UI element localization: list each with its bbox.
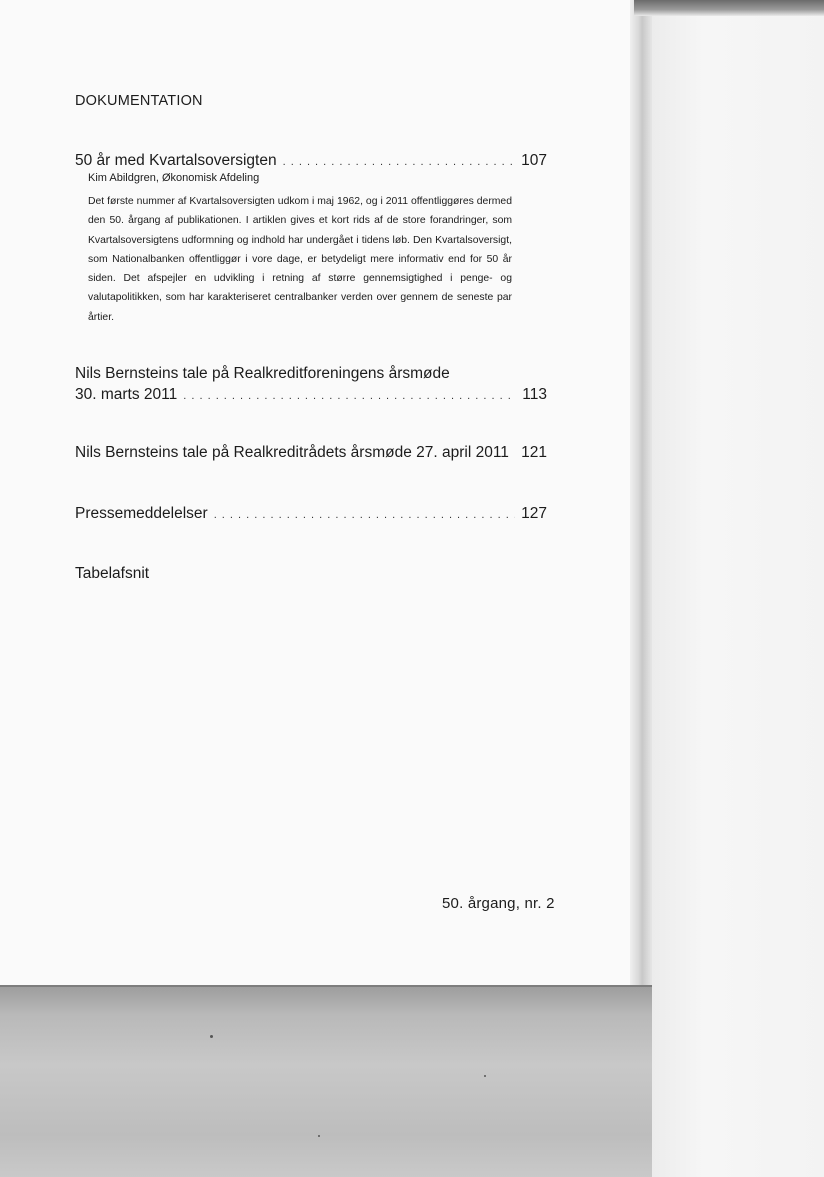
dot-leader [214, 509, 515, 521]
page-edge [630, 0, 652, 986]
toc-entry-title-line2: 30. marts 2011 [75, 386, 178, 403]
article-abstract: Det første nummer af Kvartalsoversigten udkom i maj 1962, og i 2011 offentliggøres dermed den 50. årgang af publikationen. I artiklen gives et kort rids af de store forandringer, som Kvartalsoversigtens udformning og indhold har undergået i tidens løb. Den Kvartalsoversigt, som Nationalbanken offentliggør i vore dage, er betydeligt mere informativ end for 50 år siden. Det afspejler en udvikling i retning af større gennemsigtighed i penge- og valutapolitikken, som har karakteriseret centralbanker verden over gennem de seneste par årtier. [88, 196, 512, 323]
issue-label: 50. årgang, nr. 2 [442, 895, 555, 912]
toc-entry-title-line1[interactable]: Nils Bernsteins tale på Realkreditforeningens årsmøde [75, 365, 450, 382]
dot-leader [183, 390, 515, 402]
dot-leader [283, 156, 515, 168]
scan-speck [210, 1035, 213, 1038]
scan-speck [484, 1075, 486, 1077]
toc-entry-realkreditforeningen[interactable] [75, 386, 547, 404]
scanner-background [652, 0, 824, 1177]
toc-entry-title: 50 år med Kvartalsoversigten [75, 152, 277, 169]
toc-entry-kvartalsoversigten[interactable] [75, 152, 547, 170]
toc-entry-title: Pressemeddelelser [75, 505, 208, 522]
toc-page-number: 113 [522, 386, 547, 403]
toc-entry-tabelafsnit[interactable]: Tabelafsnit [75, 565, 150, 582]
section-header: DOKUMENTATION [75, 93, 203, 109]
toc-entry-realkreditraadet[interactable] [75, 444, 547, 462]
scanner-bottom-band [0, 985, 652, 1177]
toc-entry-pressemeddelelser[interactable] [75, 505, 547, 523]
toc-page-number: 121 [521, 444, 547, 461]
author-line: Kim Abildgren, Økonomisk Afdeling [88, 172, 260, 184]
scan-shadow [634, 0, 824, 16]
toc-page-number: 127 [521, 505, 547, 522]
toc-entry-title: Nils Bernsteins tale på Realkreditrådets årsmøde 27. april 2011 [75, 444, 509, 461]
scan-speck [318, 1135, 320, 1137]
toc-page-number: 107 [521, 152, 547, 169]
